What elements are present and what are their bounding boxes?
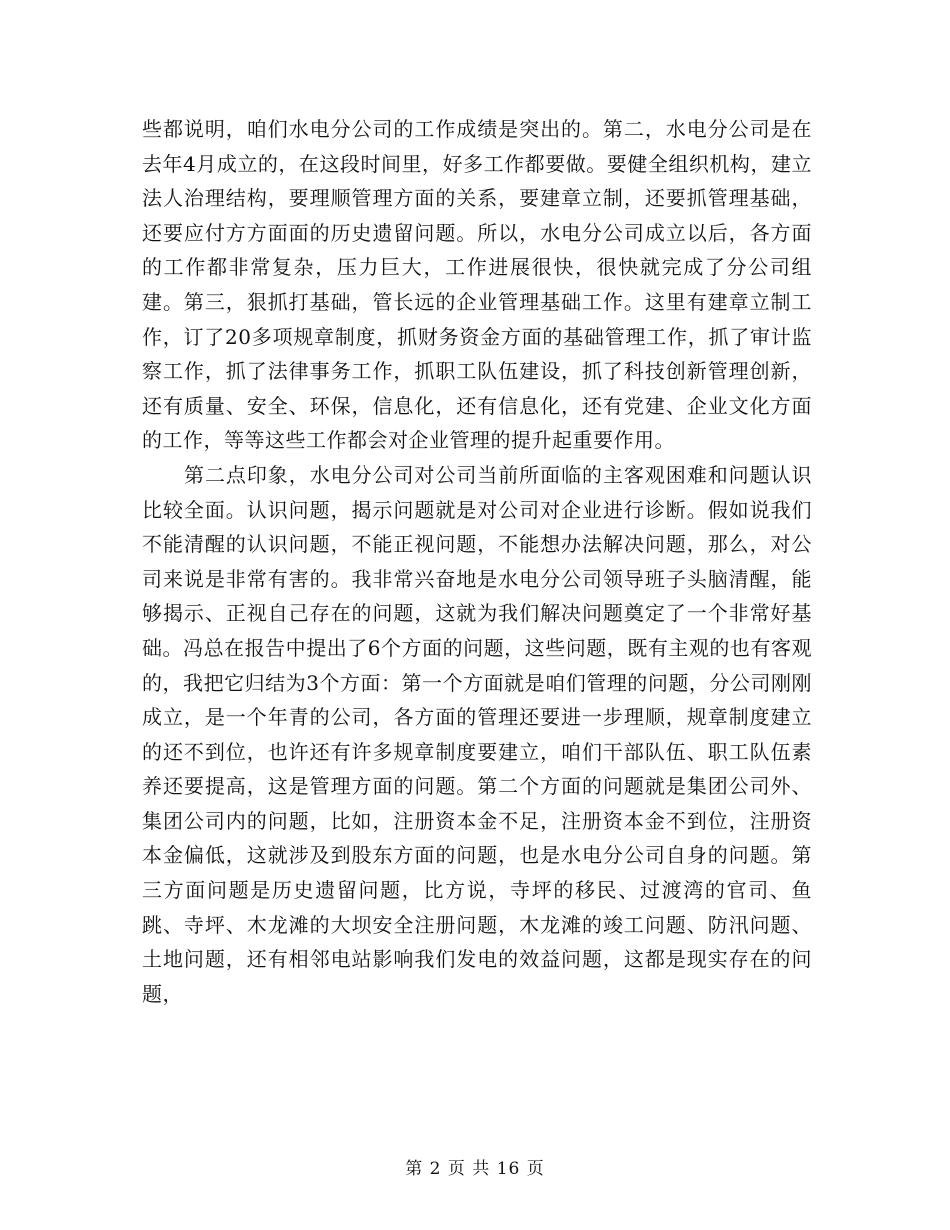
document-body xyxy=(142,112,812,1011)
page-number-footer: 第 2 页 共 16 页 xyxy=(405,1159,545,1179)
paragraph-2: 第二点印象，水电分公司对公司当前所面临的主客观困难和问题认识比较全面。认识问题，揭示问题就是对公司对企业进行诊断。假如说我们不能清醒的认识问题，不能正视问题，不能想办法解决问题，那么，对公司来说是非常有害的。我非常兴奋地是水电分公司领导班子头脑清醒，能够揭示、正视自己存在的问题，这就为我们解决问题奠定了一个非常好基础。冯总在报告中提出了6个方面的问题，这些问题，既有主观的也有客观的，我把它归结为3个方面：第一个方面就是咱们管理的问题，分公司刚刚成立，是一个年青的公司，各方面的管理还要进一步理顺，规章制度建立的还不到位，也许还有许多规章制度要建立，咱们干部队伍、职工队伍素养还要提高，这是管理方面的问题。第二个方面的问题就是集团公司外、集团公司内的问题，比如，注册资本金不足，注册资本金不到位，注册资本金偏低，这就涉及到股东方面的问题，也是水电分公司自身的问题。第三方面问题是历史遗留问题，比方说，寺坪的移民、过渡湾的官司、鱼跳、寺坪、木龙滩的大坝安全注册问题，木龙滩的竣工问题、防汛问题、土地问题，还有相邻电站影响我们发电的效益问题，这都是现实存在的问题， xyxy=(142,462,812,1006)
paragraph-1: 些都说明，咱们水电分公司的工作成绩是突出的。第二，水电分公司是在去年4月成立的，在这段时间里，好多工作都要做。要健全组织机构，建立法人治理结构，要理顺管理方面的关系，要建章立制，还要抓管理基础，还要应付方方面面的历史遗留问题。所以，水电分公司成立以后，各方面的工作都非常复杂，压力巨大，工作进展很快，很快就完成了分公司组建。第三，狠抓打基础，管长远的企业管理基础工作。这里有建章立制工作，订了20多项规章制度，抓财务资金方面的基础管理工作，抓了审计监察工作，抓了法律事务工作，抓职工队伍建设，抓了科技创新管理创新，还有质量、安全、环保，信息化，还有信息化，还有党建、企业文化方面的工作，等等这些工作都会对企业管理的提升起重要作用。 xyxy=(142,117,812,453)
